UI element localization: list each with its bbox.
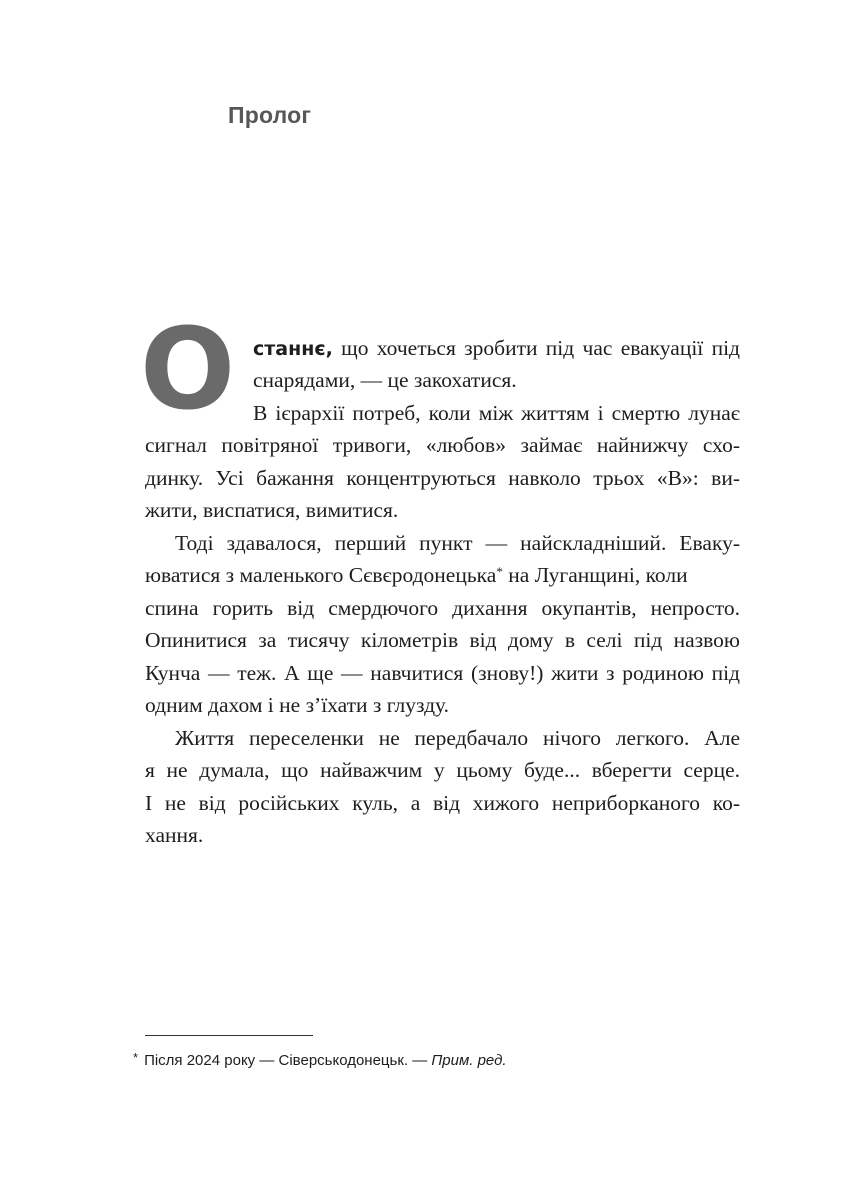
text-line: Опинитися за тисячу кілометрів від дому в селі під назвою [145, 628, 740, 652]
text-line: спина горить від смердючого дихання окупантів, непросто. [145, 596, 740, 620]
footnote-editor-note: Прим. ред. [431, 1052, 507, 1069]
text-line: станнє, що хочеться зробити під час евакуації під [253, 336, 740, 360]
text-line: сигнал повітряної тривоги, «любов» займає найнижчу схо- [145, 433, 740, 457]
text-line: жити, виспатися, вимитися. [145, 498, 399, 522]
text-line: Тоді здавалося, перший пункт — найскладніший. Еваку- [175, 531, 740, 555]
text-line: В ієрархії потреб, коли між життям і смертю лунає [253, 401, 740, 425]
footnote-mark: * [133, 1050, 139, 1065]
footnote-text: Після 2024 року — Сіверськодонецьк. — [144, 1052, 432, 1069]
text-line: юватися з маленького Сєвєродонецька* на Луганщині, коли [145, 563, 688, 587]
footnote [133, 1050, 507, 1069]
text-line: І не від російських куль, а від хижого неприборканого ко- [145, 791, 740, 815]
lead-in-bold: станнє, [253, 338, 333, 360]
footnote-reference[interactable]: * [496, 564, 503, 579]
text-line: я не думала, що найважчим у цьому буде... вберегти серце. [145, 758, 740, 782]
text-line: Життя переселенки не передбачало нічого легкого. Але [175, 726, 740, 750]
text-line: снарядами, — це закохатися. [253, 368, 517, 392]
footnote-divider [145, 1035, 313, 1036]
text-line: динку. Усі бажання концентруються навколо трьох «В»: ви- [145, 466, 740, 490]
text-line: одним дахом і не з’їхати з глузду. [145, 693, 450, 717]
chapter-title: Пролог [228, 102, 312, 128]
text-line: Кунча — теж. А ще — навчитися (знову!) жити з родиною під [145, 661, 740, 685]
text-line: хання. [145, 823, 204, 847]
drop-cap: О [140, 305, 236, 435]
